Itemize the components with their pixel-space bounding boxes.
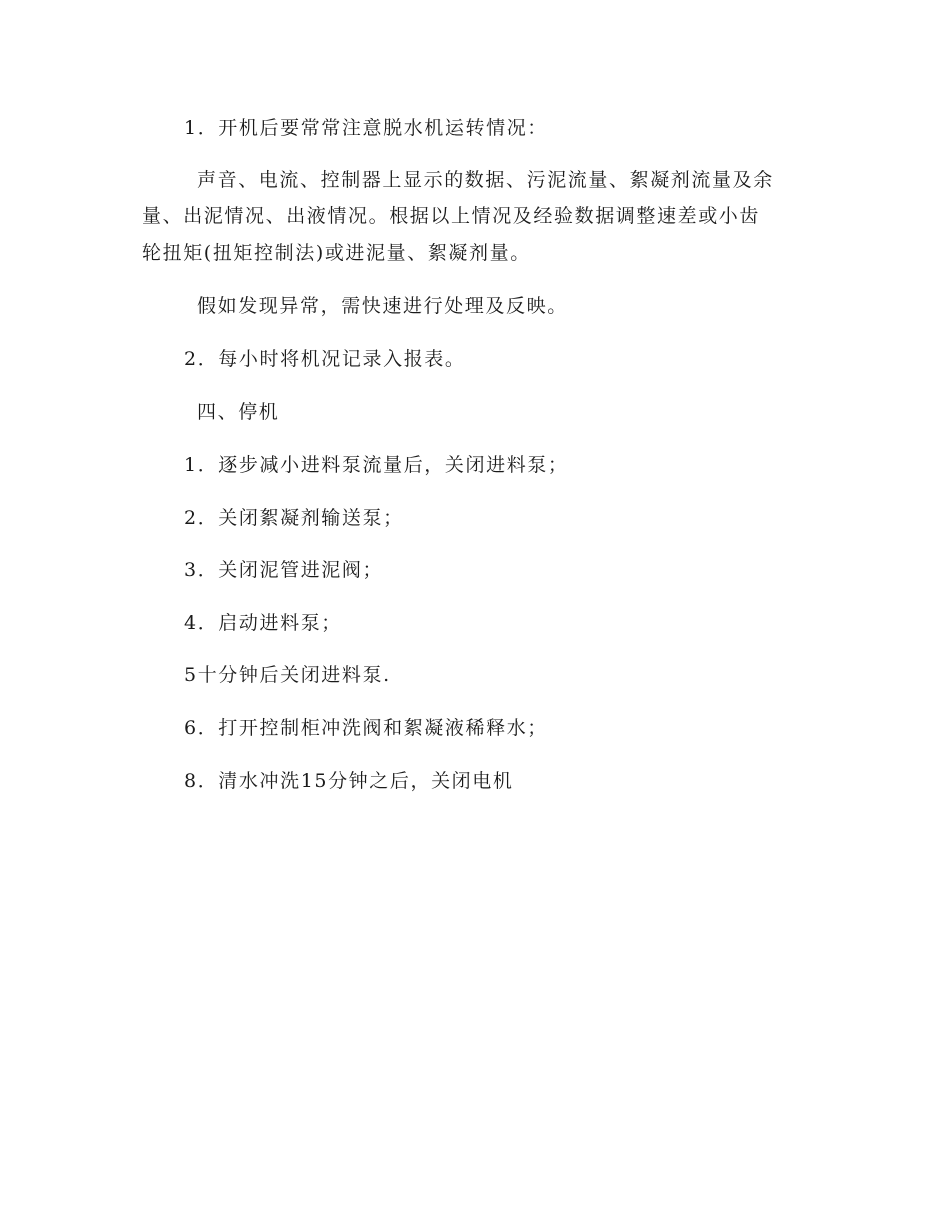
paragraph-monitor-details-line-2: 量、出泥情况、出液情况。根据以上情况及经验数据调整速差或小齿 bbox=[142, 205, 761, 227]
paragraph-monitor-details-line-3: 轮扭矩(扭矩控制法)或进泥量、絮凝剂量。 bbox=[142, 242, 531, 264]
paragraph-item-hourly-record: 2．每小时将机况记录入报表。 bbox=[184, 348, 466, 370]
section-heading-shutdown: 四、停机 bbox=[197, 401, 280, 423]
paragraph-item-startup-monitor: 1．开机后要常常注意脱水机运转情况： bbox=[184, 117, 548, 139]
list-item-shutdown-4: 4．启动进料泵； bbox=[184, 612, 342, 634]
paragraph-monitor-details-line-1: 声音、电流、控制器上显示的数据、污泥流量、絮凝剂流量及余 bbox=[197, 169, 774, 191]
paragraph-abnormal-handling: 假如发现异常，需快速进行处理及反映。 bbox=[197, 295, 568, 317]
list-item-shutdown-5: 5十分钟后关闭进料泵. bbox=[184, 664, 391, 686]
list-item-shutdown-6: 6．打开控制柜冲洗阀和絮凝液稀释水； bbox=[184, 717, 548, 739]
list-item-shutdown-3: 3．关闭泥管进泥阀； bbox=[184, 559, 384, 581]
list-item-shutdown-1: 1．逐步减小进料泵流量后，关闭进料泵； bbox=[184, 454, 569, 476]
list-item-shutdown-8: 8．清水冲洗15分钟之后，关闭电机 bbox=[184, 770, 514, 792]
list-item-shutdown-2: 2．关闭絮凝剂输送泵； bbox=[184, 507, 404, 529]
